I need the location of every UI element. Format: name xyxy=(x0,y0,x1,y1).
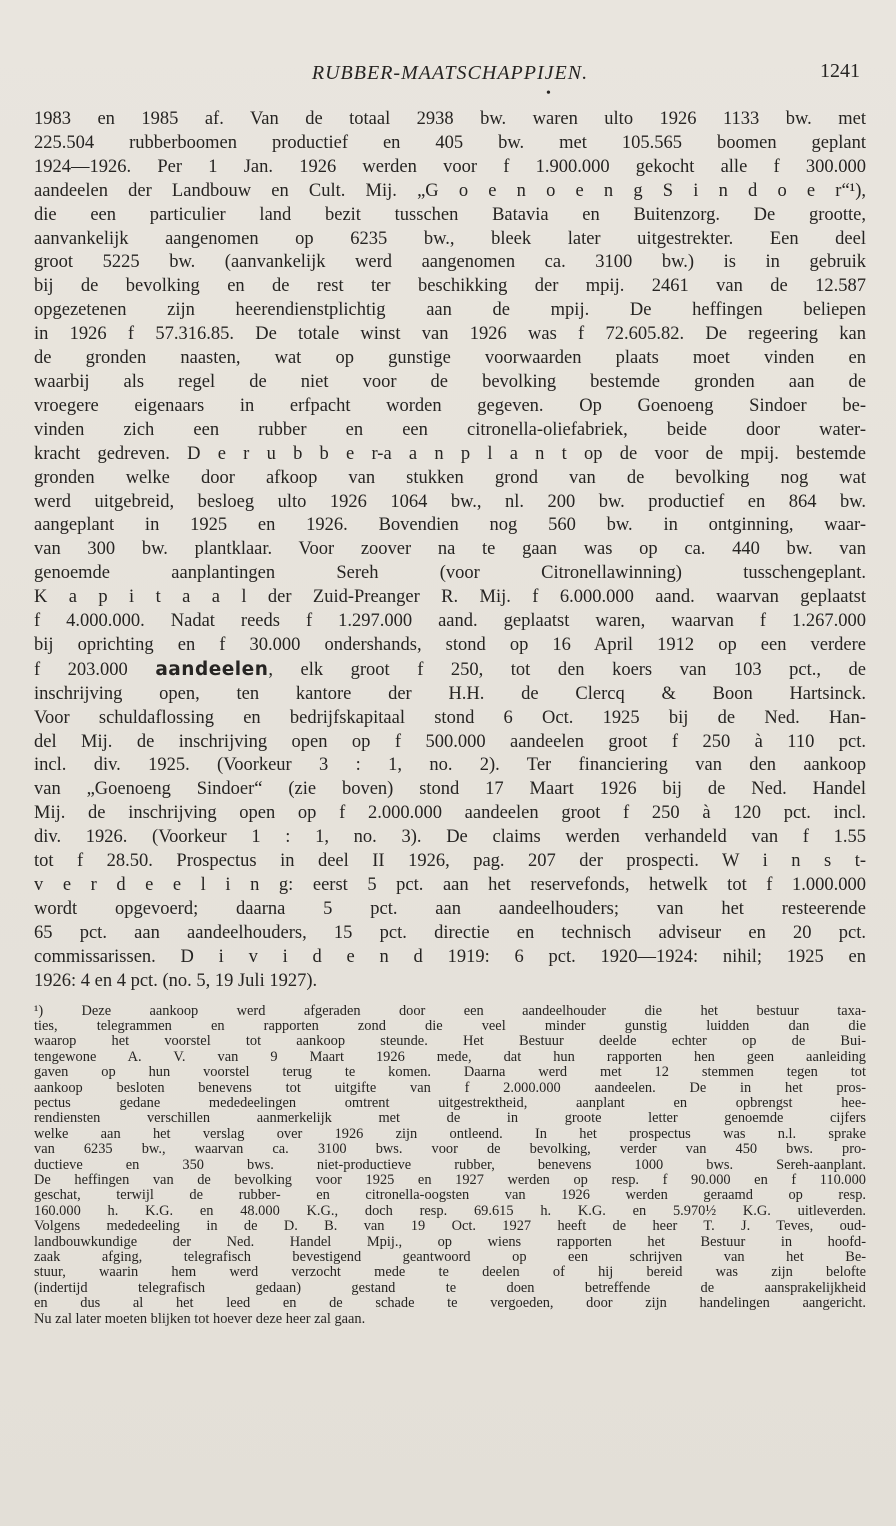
body-line: v e r d e e l i n g: eerst 5 pct. aan het reservefonds, hetwelk tot f 1.000.000 xyxy=(34,875,866,895)
body-line: die een particulier land bezit tusschen Batavia en Buitenzorg. De grootte, xyxy=(34,204,866,225)
body-line: commissarissen. D i v i d e n d 1919: 6 pct. 1920—1924: nihil; 1925 en xyxy=(34,946,866,967)
body-line: bij oprichting en f 30.000 ondershands, stond op 16 April 1912 op een verdere xyxy=(34,634,866,655)
footnote-line: waarop het voorstel tot aankoop steunde. Het Bestuur deelde echter op de Bui- xyxy=(34,1033,866,1050)
page-number: 1241 xyxy=(820,60,860,82)
body-line: groot 5225 bw. (aanvankelijk werd aangenomen ca. 3100 bw.) is in gebruik xyxy=(34,252,866,273)
body-line: Mij. de inschrijving open op f 2.000.000 aandeelen groot f 250 à 120 pct. incl. xyxy=(34,803,866,824)
body-line: aangeplant in 1925 en 1926. Bovendien nog 560 bw. in ontginning, waar- xyxy=(34,515,866,536)
footnote-line: zaak afging, telegrafisch bevestigend geantwoord op een schrijven van het Be- xyxy=(34,1249,866,1266)
footnote-line: tengewone A. V. van 9 Maart 1926 mede, dat hun rapporten hen geen aanleiding xyxy=(34,1048,866,1065)
body-line: kracht gedreven. D e r u b b e r-a a n p l a n t op de voor de mpij. bestemde xyxy=(34,443,866,464)
body-line: gronden welke door afkoop van stukken grond van de bevolking nog wat xyxy=(34,467,866,488)
printer-dot: • xyxy=(546,86,551,101)
footnote-line: geschat, terwijl de rubber- en citronella-oogsten van 1926 werden geraamd op resp. xyxy=(34,1187,866,1204)
body-line: aanvankelijk aangenomen op 6235 bw., bleek later uitgestrekter. Een deel xyxy=(34,228,866,249)
body-line: van „Goenoeng Sindoer“ (zie boven) stond 17 Maart 1926 bij de Ned. Handel xyxy=(34,779,866,800)
footnote-line: landbouwkundige der Ned. Handel Mpij., op wiens rapporten het Bestuur in hoofd- xyxy=(34,1233,866,1250)
footnote-line: rendiensten verschillen aanmerkelijk met de in groote letter genoemde cijfers xyxy=(34,1110,866,1127)
page-header xyxy=(34,58,866,108)
body-line: inschrijving open, ten kantore der H.H. de Clercq & Boon Hartsinck. xyxy=(34,683,866,704)
footnote-line: ¹) Deze aankoop werd afgeraden door een aandeelhouder die het bestuur taxa- xyxy=(34,1002,866,1019)
body-line: div. 1926. (Voorkeur 1 : 1, no. 3). De claims werden verhandeld van f 1.55 xyxy=(34,827,866,848)
body-line: vroegere eigenaars in erfpacht worden gegeven. Op Goenoeng Sindoer be- xyxy=(34,395,866,416)
footnote-line: van 6235 bw., waarvan ca. 3100 bws. voor de bevolking, verder van 450 bws. pro- xyxy=(34,1141,866,1158)
body-line: wordt opgevoerd; daarna 5 pct. aan aandeelhouders; van het resteerende xyxy=(34,898,866,919)
body-line: f 203.000 aandeelen, elk groot f 250, tot den koers van 103 pct., de xyxy=(34,658,866,680)
footnote-line: ductieve en 350 bws. niet-productieve rubber, benevens 1000 bws. Sereh-aanplant. xyxy=(34,1156,866,1173)
footnotes xyxy=(34,1004,866,1328)
body-line: 1924—1926. Per 1 Jan. 1926 werden voor f 1.900.000 gekocht alle f 300.000 xyxy=(34,156,866,177)
body-line: 65 pct. aan aandeelhouders, 15 pct. directie en technisch adviseur en 20 pct. xyxy=(34,922,866,943)
footnote-line: (indertijd telegrafisch gedaan) gestand te doen betreffende de aansprakelijkheid xyxy=(34,1279,866,1296)
body-line: werd uitgebreid, besloeg ulto 1926 1064 bw., nl. 200 bw. productief en 864 bw. xyxy=(34,491,866,512)
footnote-line: pectus gedane mededeelingen omtrent uitgestrektheid, aanplant en opbrengst hee- xyxy=(34,1094,866,1111)
body-line: del Mij. de inschrijving open op f 500.000 aandeelen groot f 250 à 110 pct. xyxy=(34,731,866,752)
body-line: van 300 bw. plantklaar. Voor zoover na te gaan was op ca. 440 bw. van xyxy=(34,539,866,560)
footnote-line: stuur, waarin hem werd verzocht mede te deelen of hij bereid was zijn belofte xyxy=(34,1264,866,1281)
footnote-line: Volgens mededeeling in de D. B. van 19 Oct. 1927 heeft de heer T. J. Teves, oud- xyxy=(34,1218,866,1235)
body-line: aandeelen der Landbouw en Cult. Mij. „G o e n o e n g S i n d o e r“¹), xyxy=(34,180,866,201)
body-line: vinden zich een rubber en een citronella-oliefabriek, beide door water- xyxy=(34,419,866,440)
footnote-line: 160.000 h. K.G. en 48.000 K.G., doch resp. 69.615 h. K.G. en 5.970½ K.G. uitleverden. xyxy=(34,1202,866,1219)
body-line: Voor schuldaflossing en bedrijfskapitaal stond 6 Oct. 1925 bij de Ned. Han- xyxy=(34,707,866,728)
body-line: f 4.000.000. Nadat reeds f 1.297.000 aand. geplaatst waren, waarvan f 1.267.000 xyxy=(34,611,866,632)
body-line: 1983 en 1985 af. Van de totaal 2938 bw. waren ulto 1926 1133 bw. met xyxy=(34,109,866,129)
footnote-line: ties, telegrammen en rapporten zond die veel minder gunstig luidden dan die xyxy=(34,1017,866,1034)
body-line: tot f 28.50. Prospectus in deel II 1926, pag. 207 der prospecti. W i n s t- xyxy=(34,851,866,872)
body-line: 225.504 rubberboomen productief en 405 bw. met 105.565 boomen geplant xyxy=(34,132,866,153)
main-text xyxy=(34,108,866,994)
footnote-line: aankoop besloten benevens tot uitgifte van f 2.000.000 aandeelen. De in het pros- xyxy=(34,1079,866,1096)
body-line: waarbij als regel de niet voor de bevolking bestemde gronden aan de xyxy=(34,371,866,392)
body-line: K a p i t a a l der Zuid-Preanger R. Mij. f 6.000.000 aand. waarvan geplaatst xyxy=(34,587,866,608)
footnote-line: welke aan het verslag over 1926 zijn ontleend. In het prospectus was n.l. sprake xyxy=(34,1125,866,1142)
footnote-line: Nu zal later moeten blijken tot hoever deze heer zal gaan. xyxy=(34,1310,366,1327)
body-line: incl. div. 1925. (Voorkeur 3 : 1, no. 2). Ter financiering van den aankoop xyxy=(34,755,866,776)
body-line: 1926: 4 en 4 pct. (no. 5, 19 Juli 1927). xyxy=(34,970,318,991)
body-line: opgezetenen zijn heerendienstplichtig aan de mpij. De heffingen beliepen xyxy=(34,300,866,321)
body-line: genoemde aanplantingen Sereh (voor Citronellawinning) tusschengeplant. xyxy=(34,563,866,584)
running-title: RUBBER-MAATSCHAPPIJEN. xyxy=(311,62,589,84)
footnote-line: gaven op hun voorstel terug te komen. Daarna werd met 12 stemmen tegen tot xyxy=(34,1064,866,1081)
body-line: in 1926 f 57.316.85. De totale winst van 1926 was f 72.605.82. De regeering kan xyxy=(34,324,866,345)
footnote-line: en dus al het leed en de schade te vergoeden, door zijn handelingen aangericht. xyxy=(34,1295,866,1312)
footnote-line: De heffingen van de bevolking voor 1925 en 1927 werden op resp. f 90.000 en f 110.000 xyxy=(34,1172,866,1188)
body-line: bij de bevolking en de rest ter beschikking der mpij. 2461 van de 12.587 xyxy=(34,276,866,297)
body-line: de gronden naasten, wat op gunstige voorwaarden plaats moet vinden en xyxy=(34,348,866,369)
